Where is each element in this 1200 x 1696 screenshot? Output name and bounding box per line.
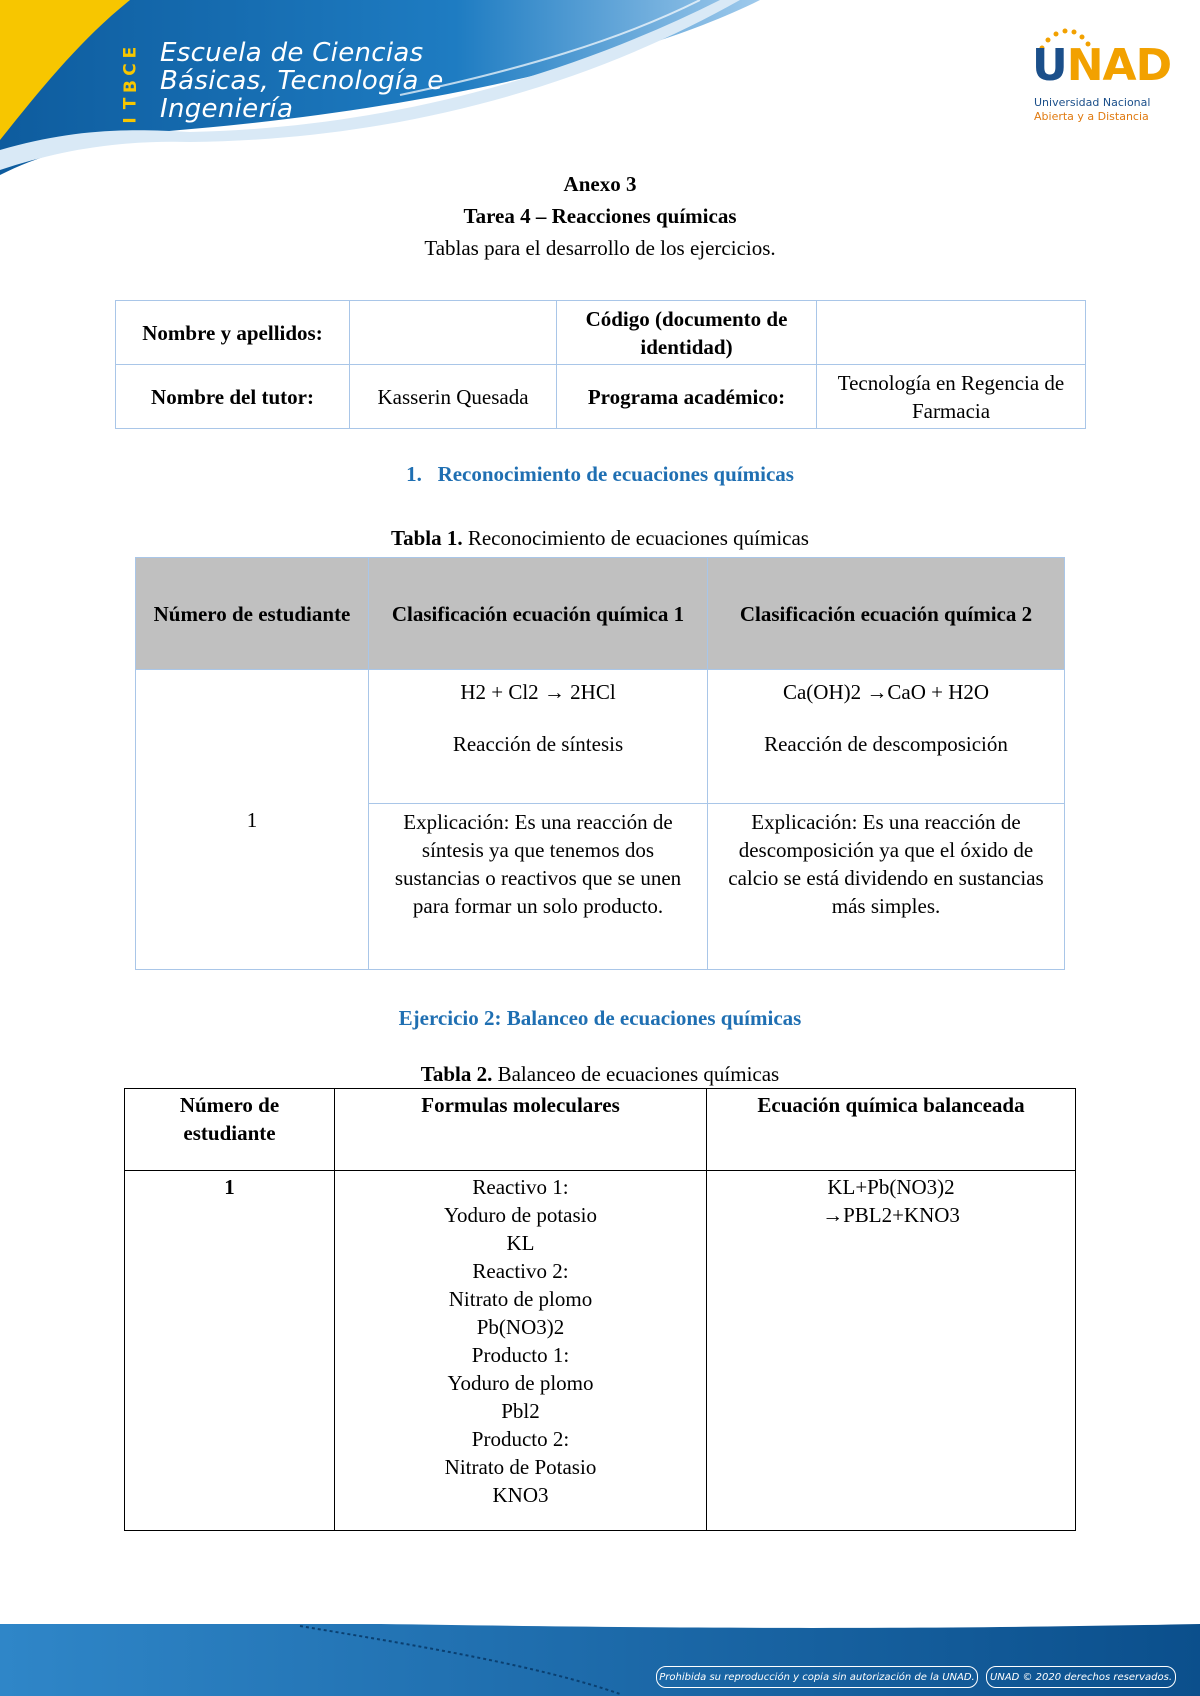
table1-eq1-cell [369,670,708,804]
annex-title: Anexo 3 [563,172,637,196]
table2-header-formulas: Formulas moleculares [335,1089,707,1171]
ecbti-letter: B [120,80,141,93]
formula-line: KL [506,1231,535,1255]
formula-line: Reactivo 2: [472,1259,569,1283]
formula-line: Producto 1: [471,1343,570,1367]
page-subtitle: Tablas para el desarrollo de los ejercicios. [424,236,776,260]
school-name-line-1: Escuela de Ciencias [160,38,424,68]
unad-subtitle-2: Abierta y a Distancia [1034,110,1149,123]
table2-student-number: 1 [125,1171,335,1531]
table1-header-eq1: Clasificación ecuación química 1 [369,558,708,670]
table1-recognition [135,557,1065,970]
eq2-formula: Ca(OH)2 →CaO + H2O [782,680,990,704]
section2-heading: Ejercicio 2: Balanceo de ecuaciones químicas [398,1006,802,1030]
table1-caption: Tabla 1. Reconocimiento de ecuaciones químicas [391,526,809,550]
formula-line: Pb(NO3)2 [476,1315,565,1339]
tutor-value: Kasserin Quesada [350,365,557,429]
program-label: Programa académico: [557,365,817,429]
ecbti-logo [120,44,142,126]
student-info-table [115,300,1086,429]
school-name-line-3: Ingeniería [160,94,294,124]
formula-line: KNO3 [492,1483,549,1507]
balanced-line: KL+Pb(NO3)2 [827,1175,955,1199]
table2-caption: Tabla 2. Balanceo de ecuaciones químicas [420,1062,780,1086]
ecbti-letter: T [120,97,141,110]
table2-balanced-cell [707,1171,1076,1531]
ecbti-letter: E [120,46,141,59]
formula-line: Yoduro de potasio [443,1203,598,1227]
unad-logo [1030,28,1170,128]
tutor-label: Nombre del tutor: [116,365,350,429]
formula-line: Pbl2 [501,1399,540,1423]
table2-header-balanced: Ecuación química balanceada [707,1089,1076,1171]
eq2-explanation: Explicación: Es una reacción de descomposición ya que el óxido de calcio se está dividendo en sustancias más simples. [708,804,1065,970]
balanced-line: →PBL2+KNO3 [822,1203,960,1227]
table1-student-number: 1 [136,670,369,970]
formula-line: Producto 2: [471,1427,570,1451]
table1-eq2-cell [708,670,1065,804]
eq1-formula: H2 + Cl2 → 2HCl [460,680,616,704]
program-value: Tecnología en Regencia de Farmacia [817,365,1086,429]
school-name-line-2: Básicas, Tecnología e [160,66,444,96]
table1-header-student: Número de estudiante [136,558,369,670]
code-value [817,301,1086,365]
name-value [350,301,557,365]
footer-rights: UNAD © 2020 derechos reservados. [986,1666,1176,1688]
formula-line: Nitrato de plomo [448,1287,593,1311]
name-label: Nombre y apellidos: [116,301,350,365]
eq1-explanation: Explicación: Es una reacción de síntesis ya que tenemos dos sustancias o reactivos que se unen para formar un solo producto. [369,804,708,970]
table2-balancing [124,1088,1076,1531]
task-title: Tarea 4 – Reacciones químicas [463,204,737,228]
section1-heading: 1. Reconocimiento de ecuaciones químicas [406,462,794,486]
table1-header-eq2: Clasificación ecuación química 2 [708,558,1065,670]
eq2-type: Reacción de descomposición [764,732,1008,756]
formula-line: Nitrato de Potasio [444,1455,597,1479]
unad-wordmark: UNAD [1032,40,1172,91]
formula-line: Reactivo 1: [472,1175,569,1199]
table2-header-student: Número de estudiante [125,1089,335,1171]
eq1-type: Reacción de síntesis [452,732,624,756]
ecbti-letter: C [120,63,141,76]
code-label: Código (documento de identidad) [557,301,817,365]
formula-line: Yoduro de plomo [447,1371,594,1395]
ecbti-letter: I [120,117,141,124]
table2-formulas-cell [335,1171,707,1531]
footer-copyright-notice: Prohibida su reproducción y copia sin autorización de la UNAD. [656,1666,978,1688]
unad-subtitle-1: Universidad Nacional [1034,96,1151,109]
